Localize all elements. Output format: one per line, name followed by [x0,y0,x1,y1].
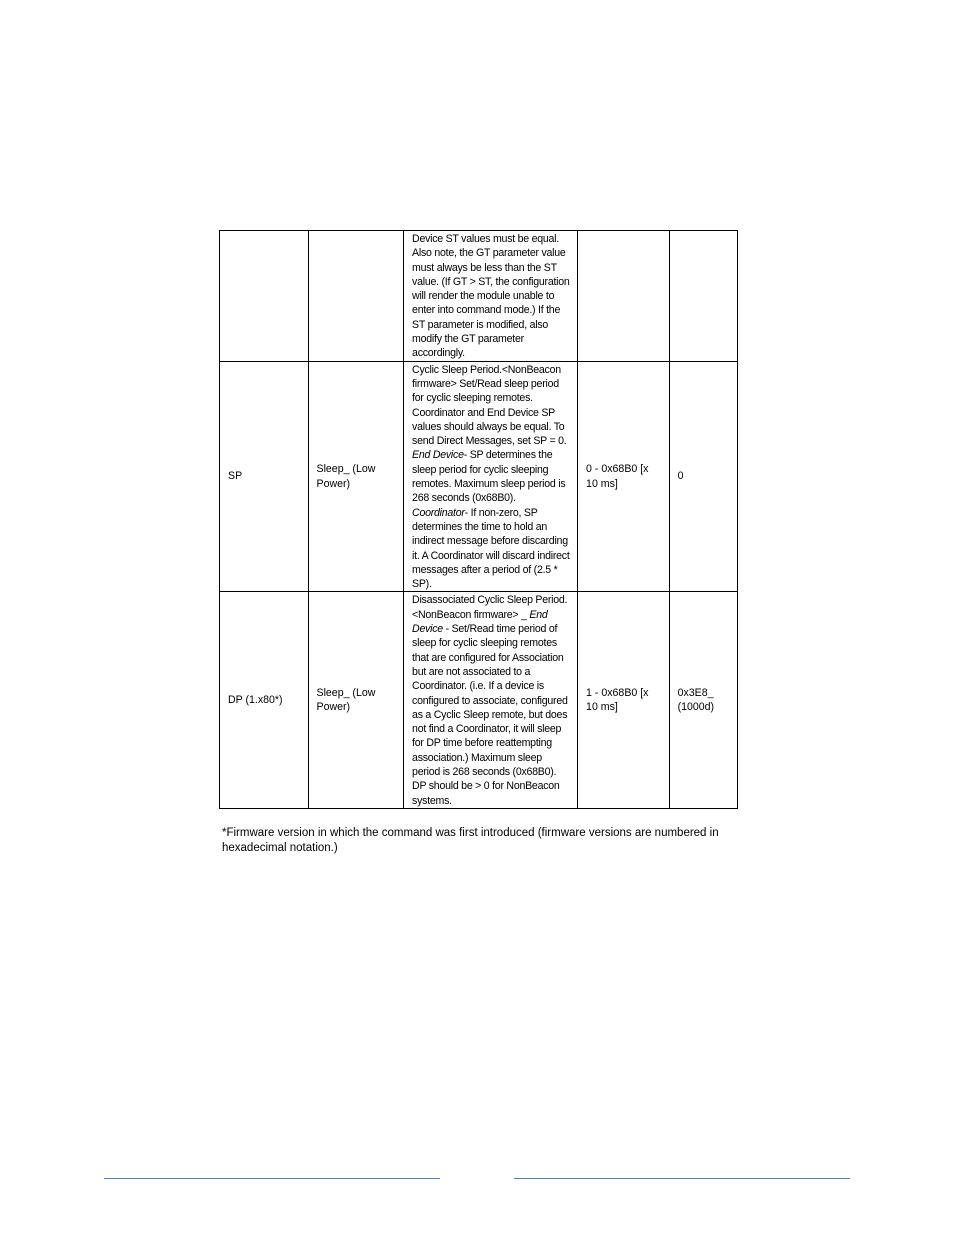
description-text: - SP determines the sleep period for cyclic sleeping remotes. Maximum sleep period is 268 seconds (0x68B0). [412,449,566,505]
command-description-cell [404,361,578,592]
description-text: - Set/Read time period of sleep for cyclic sleeping remotes that are configured for Association but are not associated to a Coordinator. (i.e. If a device is configured to associate, configured as a Cyclic Sleep remote, but does not find a Coordinator, it will sleep for DP time before reattempting association.) Maximum sleep period is 268 seconds (0x68B0). DP should be > 0 for NonBeacon systems. [412,623,568,807]
command-name-cell: SP [220,361,309,592]
description-emphasis: End Device [412,608,548,636]
footer-rule-left [104,1178,440,1179]
default-value-cell: 0 [669,361,737,592]
command-description-cell [404,592,578,808]
footer-rule-right [514,1178,850,1179]
description-emphasis: End Device [412,449,464,462]
description-text: Device ST values must be equal. Also note, the GT parameter value must always be less than the ST value. (If GT > ST, the configuration will render the module unable to enter into command mode.) If the ST parameter is modified, also modify the GT parameter accordingly. [412,233,570,360]
command-table [219,230,738,809]
table-row [220,361,738,592]
parameter-range-cell: 0 - 0x68B0 [x 10 ms] [578,361,670,592]
command-description-cell [404,231,578,362]
description-emphasis: Coordinator [412,506,465,519]
command-category-cell: Sleep_ (Low Power) [308,361,404,592]
parameter-range-cell: 1 - 0x68B0 [x 10 ms] [578,592,670,808]
default-value-cell: 0x3E8_ (1000d) [669,592,737,808]
table-row [220,231,738,362]
command-category-cell: Sleep_ (Low Power) [308,592,404,808]
description-text: - If non-zero, SP determines the time to hold an indirect message before discarding it. A Coordinator will discard indirect messages after a period of (2.5 * SP). [412,506,570,591]
description-text: Disassociated Cyclic Sleep Period.<NonBeacon firmware> _ [412,594,568,621]
description-text: Cyclic Sleep Period.<NonBeacon firmware> Set/Read sleep period for cyclic sleeping remotes. Coordinator and End Device SP values should always be equal. To send Direct Messages, set SP = 0. [412,363,567,448]
default-value-cell [669,231,737,362]
command-category-cell [308,231,404,362]
parameter-range-cell [578,231,670,362]
command-name-cell: DP (1.x80*) [220,592,309,808]
command-name-cell [220,231,309,362]
table-row [220,592,738,808]
footnote: *Firmware version in which the command was first introduced (firmware versions are numbered in hexadecimal notation.) [222,827,719,854]
